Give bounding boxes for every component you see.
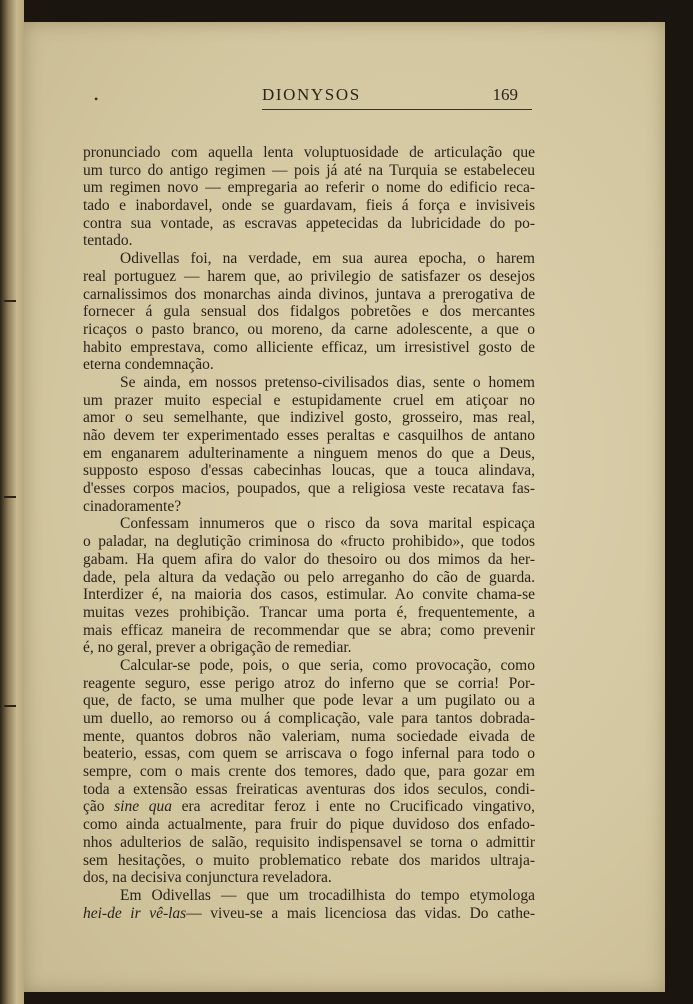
spine-mark [4,300,16,302]
text-line: sem hesitações, o muito problematico rebate dos maridos ultraja- [83,851,535,869]
page-speck: • [94,92,99,106]
spine-mark [4,496,16,498]
text-line: Interdizer é, na maioria dos casos, estimular. Ao convite chama-se [83,586,535,604]
text-line: tentado. [83,232,133,250]
text-line: toda a extensão essas freiraticas aventuras dos idos seculos, condi- [83,780,535,798]
text-line: real portuguez — harem que, ao privilegio de satisfazer os desejos [83,267,535,285]
text-line: sempre, com o mais crente dos temores, dado que, para gozar em [83,763,535,781]
text-line: Se ainda, em nossos pretenso-civilisados dias, sente o homem [120,373,535,391]
text-line [83,905,535,923]
italic-phrase: sine qua [114,798,172,816]
header-title: DIONYSOS [262,85,361,104]
text-line: mente, quantos dobros não valeriam, numa sociedade eivada de [83,727,535,745]
line-start: ção [83,798,115,816]
text-line: Confessam innumeros que o risco da sova marital espicaça [120,515,535,533]
text-line: gabam. Ha quem afira do valor do thesoiro ou dos mimos da her- [83,550,535,568]
text-line: beaterio, essas, com quem se arriscava o fogo infernal para todo o [83,745,535,763]
running-header [262,85,532,110]
text-line: pronunciado com aquella lenta voluptuosidade de articulação que [83,144,535,161]
text-line: cinadoramente? [83,497,182,515]
text-line: fornecer á gula sensual dos fidalgos pobretões e dos mercantes [83,303,535,321]
text-line: é, no geral, prever a obrigação de remediar. [83,639,352,657]
italic-phrase: hei-de ir vê-las [83,904,187,922]
text-line: ricaços o pasto branco, ou moreno, da carne adolescente, a que o [83,320,535,338]
text-line: o paladar, na deglutição criminosa do «fructo prohibido», que todos [83,533,535,551]
text-line: contra sua vontade, as escravas appetecidas da lubricidade do po- [83,214,535,232]
text-line: um turco do antigo regimen — pois já até na Turquia se estabeleceu [83,161,535,179]
text-line: um regimen novo — empregaria ao referir o nome do edificio reca- [83,179,535,197]
text-line: não devem ter experimentado esses peraltas e casquilhos de antano [83,427,535,444]
text-line: nhos adulterios de salão, requisito indispensavel se torna o admittir [83,833,535,851]
text-line: que, de facto, se uma mulher que pode levar a um pugilato ou a [83,692,535,710]
text-line: como ainda actualmente, para fruir do pique duvidoso dos enfado- [83,816,535,834]
spine-mark [4,705,16,707]
text-line: Odivellas foi, na verdade, em sua aurea epocha, o harem [120,250,535,268]
text-line: tado e inabordavel, onde se guardavam, fieis á força e invisiveis [83,197,535,215]
text-line: mais efficaz maneira de recommendar que se abra; como prevenir [83,621,535,639]
text-line: um duello, ao remorso ou á complicação, vale para tantos dobrada- [83,710,535,727]
text-line: eterna condemnação. [83,356,214,374]
text-line: supposto esposo d'essas cabecinhas loucas, que a touca alindava, [83,462,535,480]
text-line: um prazer muito especial e estupidamente cruel em atiçoar no [83,391,535,409]
text-line: Em Odivellas — que um trocadilhista do tempo etymologa [120,886,535,904]
page-number: 169 [492,85,518,104]
line-rest: era acreditar feroz i ente no Crucificado vingativo, [171,798,535,816]
text-line: dade, pela altura da vedação ou pelo arreganho do cão de guarda. [83,568,535,586]
text-line: reagente seguro, esse perigo atroz do inferno que se corria! Por- [83,674,535,692]
book-spine [0,0,24,1004]
body-text [83,144,535,922]
text-line [83,798,535,816]
text-line: habito emprestava, como alliciente efficaz, um irresistivel gosto de [83,338,535,356]
text-line: muitas vezes prohibição. Trancar uma porta é, frequentemente, a [83,603,535,621]
text-line: dos, na decisiva conjunctura reveladora. [83,869,332,887]
text-line: Calcular-se pode, pois, o que seria, como provocação, como [120,656,535,674]
text-line: carnalissimos dos monarchas ainda divinos, juntava a prerogativa de [83,285,535,303]
text-line: em enganarem adulterinamente a ninguem menos do que a Deus, [83,444,535,462]
text-line: d'esses corpos macios, poupados, que a religiosa veste recatava fas- [83,480,535,498]
line-rest: — viveu-se a mais licenciosa das vidas. Do cathe- [186,904,535,922]
text-line: amor o seu semelhante, que indizivel gosto, grosseiro, mas real, [83,409,535,427]
